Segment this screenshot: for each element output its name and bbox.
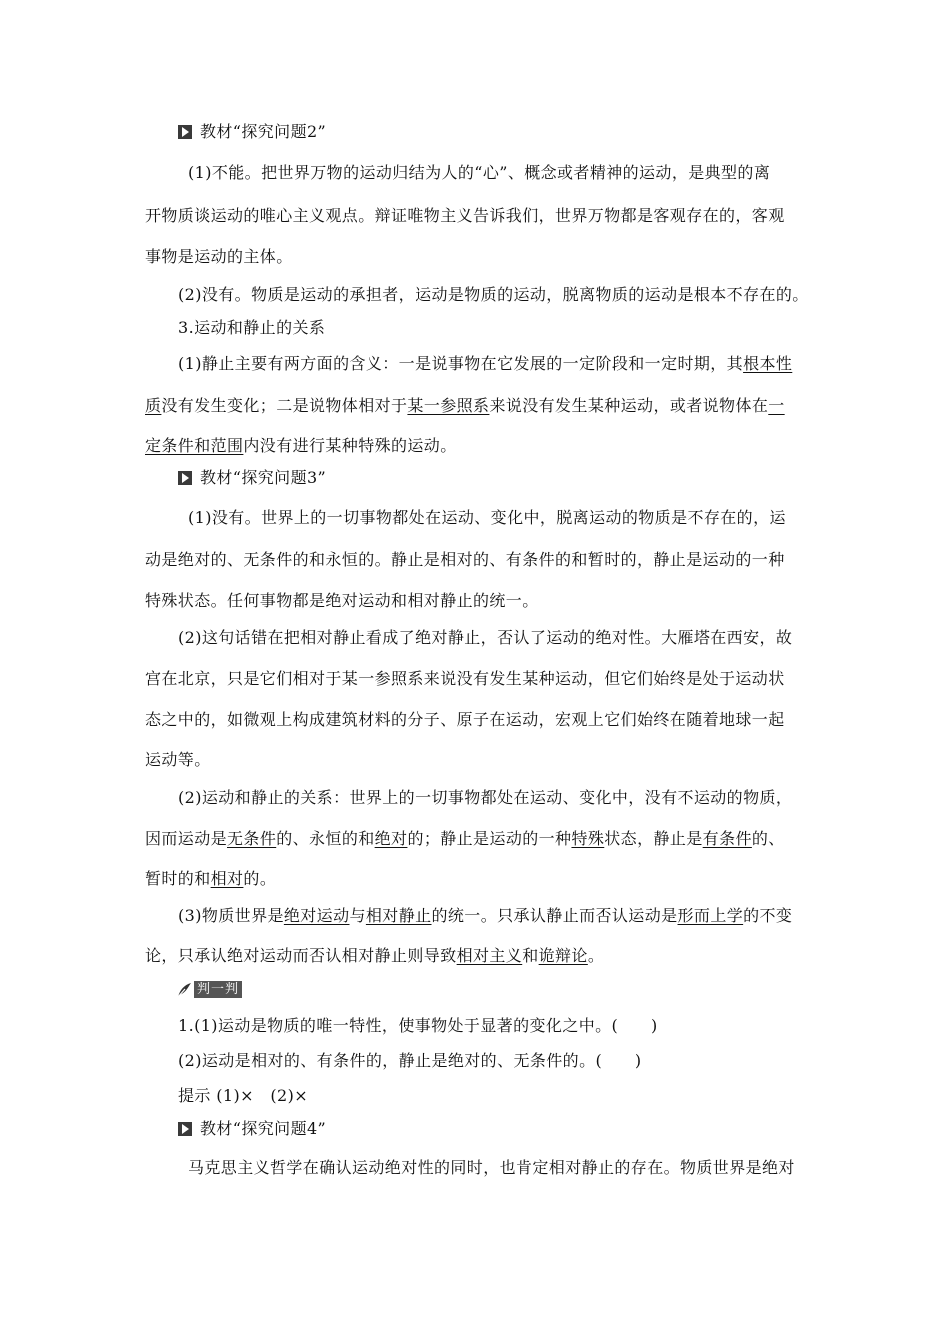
- underlined-term: 某一参照系: [407, 396, 490, 415]
- underlined-term: 定条件和范围: [145, 436, 244, 455]
- underlined-term: 绝对: [374, 829, 408, 848]
- play-triangle-icon: [178, 125, 192, 139]
- paragraph-line: 特殊状态。任何事物都是绝对运动和相对静止的统一。: [145, 591, 539, 610]
- paragraph-line: 运动等。: [145, 750, 211, 769]
- paragraph-line: 开物质谈运动的唯心主义观点。辩证唯物主义告诉我们，世界万物都是客观存在的，客观: [145, 206, 785, 225]
- section-header-q4: 教材“探究问题4”: [178, 1119, 858, 1139]
- paragraph-line: 因而运动是无条件的、永恒的和绝对的；静止是运动的一种特殊状态，静止是有条件的、: [145, 829, 785, 848]
- paragraph-line: (1)没有。世界上的一切事物都处在运动、变化中，脱离运动的物质是不存在的，运: [188, 508, 786, 527]
- section-header-q3: 教材“探究问题3”: [178, 468, 858, 488]
- paragraph-line: 质没有发生变化；二是说物体相对于某一参照系来说没有发生某种运动，或者说物体在一: [145, 396, 785, 415]
- underlined-term: 形而上学: [677, 906, 744, 925]
- paragraph-line: 论，只承认绝对运动而否认相对静止则导致相对主义和诡辩论。: [145, 946, 605, 965]
- section-header-q2: 教材“探究问题2”: [178, 122, 858, 142]
- underlined-term: 绝对运动: [283, 906, 350, 925]
- paragraph-line: 暂时的和相对的。: [145, 869, 277, 888]
- underlined-term: 诡辩论: [538, 946, 588, 965]
- paragraph-line: 态之中的，如微观上构成建筑材料的分子、原子在运动，宏观上它们始终在随着地球一起: [145, 710, 785, 729]
- section-title: 3.运动和静止的关系: [178, 318, 326, 337]
- underlined-term: 相对静止: [365, 906, 432, 925]
- underlined-term: 特殊: [571, 829, 605, 848]
- paragraph-line: 马克思主义哲学在确认运动绝对性的同时，也肯定相对静止的存在。物质世界是绝对: [188, 1158, 795, 1177]
- underlined-term: 根本性: [743, 354, 793, 373]
- play-triangle-icon: [178, 1122, 192, 1136]
- underlined-term: 无条件: [227, 829, 277, 848]
- paragraph-line: (2)没有。物质是运动的承担者，运动是物质的运动，脱离物质的运动是根本不存在的。: [178, 285, 809, 304]
- judge-question-1: 1.(1)运动是物质的唯一特性，使事物处于显著的变化之中。( ): [178, 1016, 658, 1035]
- paragraph-line: 动是绝对的、无条件的和永恒的。静止是相对的、有条件的和暂时的，静止是运动的一种: [145, 550, 785, 569]
- underlined-term: 一: [768, 396, 785, 415]
- paragraph-line: (2)这句话错在把相对静止看成了绝对静止，否认了运动的绝对性。大雁塔在西安，故: [178, 628, 793, 647]
- underlined-term: 有条件: [702, 829, 752, 848]
- paragraph-line: (1)不能。把世界万物的运动归结为人的“心”、概念或者精神的运动，是典型的离: [188, 163, 771, 182]
- paragraph-line: (1)静止主要有两方面的含义：一是说事物在它发展的一定阶段和一定时期，其根本性: [178, 354, 793, 373]
- underlined-term: 相对主义: [456, 946, 523, 965]
- paragraph-line: 定条件和范围内没有进行某种特殊的运动。: [145, 436, 457, 455]
- paragraph-line: 事物是运动的主体。: [145, 247, 293, 266]
- judge-badge: [176, 981, 242, 998]
- leaf-icon: [176, 982, 192, 998]
- paragraph-line: 宫在北京，只是它们相对于某一参照系来说没有发生某种运动，但它们始终是处于运动状: [145, 669, 785, 688]
- play-triangle-icon: [178, 471, 192, 485]
- judge-badge-label: 判一判: [194, 981, 242, 998]
- judge-question-2: (2)运动是相对的、有条件的，静止是绝对的、无条件的。( ): [178, 1051, 642, 1070]
- underlined-term: 质: [145, 396, 162, 415]
- underlined-term: 相对: [210, 869, 244, 888]
- paragraph-line: (2)运动和静止的关系：世界上的一切事物都处在运动、变化中，没有不运动的物质，: [178, 788, 793, 807]
- paragraph-line: (3)物质世界是绝对运动与相对静止的统一。只承认静止而否认运动是形而上学的不变: [178, 906, 793, 925]
- judge-hint: 提示 (1)× (2)×: [178, 1086, 309, 1105]
